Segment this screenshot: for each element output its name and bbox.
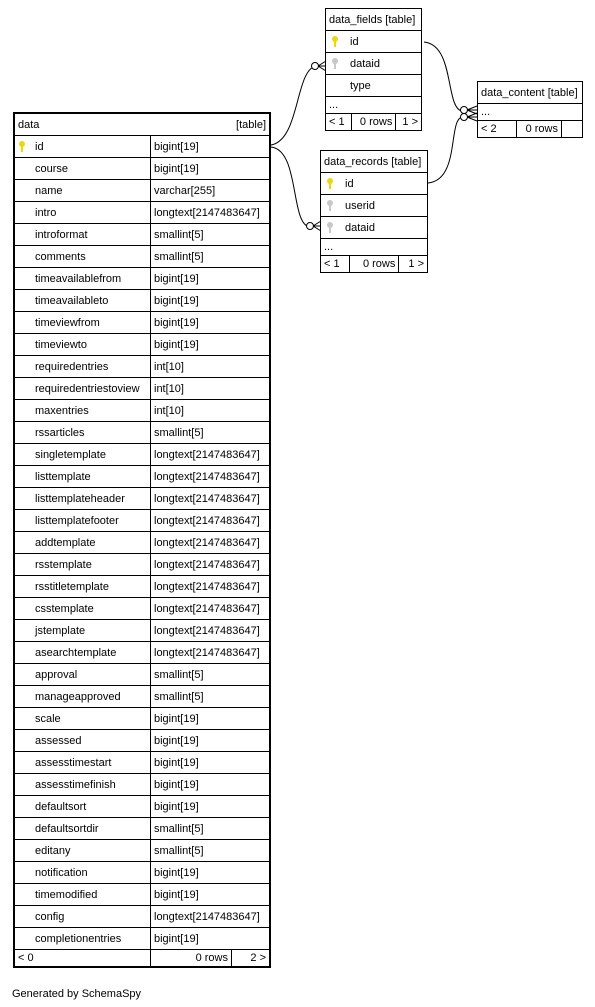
column-type: longtext[2147483647]	[151, 466, 271, 488]
column-name: rssarticles	[31, 422, 151, 444]
column-row[interactable]	[14, 708, 270, 730]
column-name: config	[31, 906, 151, 928]
column-name: listtemplateheader	[31, 488, 151, 510]
table-data-records[interactable]	[320, 150, 428, 273]
footer-parents[interactable]: < 1	[321, 256, 350, 273]
edge-data-content-optional-mark-1	[461, 107, 468, 114]
column-row[interactable]	[14, 576, 270, 598]
column-type: longtext[2147483647]	[151, 532, 271, 554]
column-row[interactable]	[14, 290, 270, 312]
table-header	[14, 113, 270, 136]
edge-data-content-crow-foot-1	[467, 106, 477, 114]
column-row[interactable]	[14, 642, 270, 664]
column-type: bigint[19]	[151, 928, 271, 950]
footer-row-count: 0 rows	[517, 121, 562, 138]
column-type: bigint[19]	[151, 884, 271, 906]
column-type: bigint[19]	[151, 796, 271, 818]
table-footer	[14, 950, 270, 968]
column-name: name	[31, 180, 151, 202]
column-type: smallint[5]	[151, 840, 271, 862]
table-footer	[478, 121, 583, 138]
column-row[interactable]	[14, 862, 270, 884]
footer-parents[interactable]: < 1	[326, 114, 352, 131]
foreign-key-icon	[327, 222, 333, 233]
column-name: rsstitletemplate	[31, 576, 151, 598]
column-name: jstemplate	[31, 620, 151, 642]
column-row[interactable]	[14, 444, 270, 466]
column-type: longtext[2147483647]	[151, 620, 271, 642]
column-name: assessed	[31, 730, 151, 752]
column-row[interactable]	[14, 246, 270, 268]
column-type: int[10]	[151, 356, 271, 378]
column-row[interactable]	[14, 180, 270, 202]
edge-data-records-optional-mark	[307, 223, 314, 230]
more-columns-row	[326, 97, 422, 114]
table-data-content[interactable]	[477, 81, 583, 138]
column-name: id	[31, 136, 151, 158]
column-type: longtext[2147483647]	[151, 510, 271, 532]
column-type: longtext[2147483647]	[151, 444, 271, 466]
column-row[interactable]	[14, 378, 270, 400]
table-footer	[326, 114, 422, 131]
column-row[interactable]	[14, 818, 270, 840]
column-row[interactable]	[14, 532, 270, 554]
table-header	[326, 9, 422, 31]
column-type: longtext[2147483647]	[151, 642, 271, 664]
column-type: longtext[2147483647]	[151, 576, 271, 598]
column-row[interactable]	[14, 928, 270, 950]
more-columns-row	[321, 239, 428, 256]
column-type: smallint[5]	[151, 664, 271, 686]
footer-parents[interactable]: < 2	[478, 121, 517, 138]
column-name: timeviewto	[31, 334, 151, 356]
column-row[interactable]	[14, 158, 270, 180]
column-type: smallint[5]	[151, 686, 271, 708]
column-name: timeavailablefrom	[31, 268, 151, 290]
table-data[interactable]	[13, 112, 271, 968]
column-name: scale	[31, 708, 151, 730]
foreign-key-icon	[332, 58, 338, 69]
table-name: data_records	[324, 155, 389, 168]
column-name: listtemplate	[31, 466, 151, 488]
more-columns-row	[478, 104, 583, 121]
column-name: addtemplate	[31, 532, 151, 554]
column-name: listtemplatefooter	[31, 510, 151, 532]
column-name: timeviewfrom	[31, 312, 151, 334]
column-type: int[10]	[151, 400, 271, 422]
column-row[interactable]	[321, 195, 428, 217]
table-tag: [table]	[391, 155, 422, 168]
column-row[interactable]	[14, 686, 270, 708]
edge-data-content-crow-foot-2	[467, 113, 477, 121]
table-name: data_content	[481, 86, 545, 99]
column-name: assesstimefinish	[31, 774, 151, 796]
column-type: longtext[2147483647]	[151, 488, 271, 510]
column-name: asearchtemplate	[31, 642, 151, 664]
column-type: int[10]	[151, 378, 271, 400]
column-row[interactable]	[326, 75, 422, 97]
table-tag: [table]	[151, 113, 271, 136]
column-name: course	[31, 158, 151, 180]
column-type: longtext[2147483647]	[151, 554, 271, 576]
more-columns: ...	[478, 104, 583, 121]
more-columns: ...	[326, 97, 422, 114]
column-type: bigint[19]	[151, 268, 271, 290]
column-name: manageapproved	[31, 686, 151, 708]
column-name: id	[350, 35, 359, 48]
column-type: bigint[19]	[151, 752, 271, 774]
table-footer	[321, 256, 428, 273]
column-name: approval	[31, 664, 151, 686]
column-row[interactable]	[326, 53, 422, 75]
column-type: bigint[19]	[151, 290, 271, 312]
column-row[interactable]	[14, 774, 270, 796]
column-type: bigint[19]	[151, 312, 271, 334]
column-name: singletemplate	[31, 444, 151, 466]
table-header	[478, 82, 583, 104]
column-type: smallint[5]	[151, 224, 271, 246]
column-name: id	[345, 177, 354, 190]
column-type: bigint[19]	[151, 158, 271, 180]
column-row[interactable]	[14, 620, 270, 642]
table-header	[321, 151, 428, 173]
column-row[interactable]	[326, 31, 422, 53]
column-name: notification	[31, 862, 151, 884]
column-row[interactable]	[14, 510, 270, 532]
column-type: smallint[5]	[151, 818, 271, 840]
column-type: longtext[2147483647]	[151, 906, 271, 928]
generated-by-note: Generated by SchemaSpy	[12, 988, 142, 1000]
column-row[interactable]	[14, 202, 270, 224]
more-columns: ...	[321, 239, 428, 256]
footer-row-count: 0 rows	[351, 114, 396, 131]
column-row[interactable]	[14, 488, 270, 510]
column-type: smallint[5]	[151, 246, 271, 268]
column-name: defaultsort	[31, 796, 151, 818]
edge-data-records-to-data-content	[428, 117, 462, 183]
footer-row-count: 0 rows	[349, 256, 399, 273]
footer-row-count: 0 rows	[151, 950, 232, 968]
primary-key-icon	[332, 36, 338, 47]
footer-children[interactable]: 2 >	[232, 950, 271, 968]
column-row[interactable]	[321, 173, 428, 195]
edge-data-to-data-records	[271, 147, 310, 227]
footer-children[interactable]	[562, 121, 583, 138]
column-row[interactable]	[14, 884, 270, 906]
column-name: intro	[31, 202, 151, 224]
edge-data-fields-optional-mark	[312, 63, 319, 70]
column-name: timeavailableto	[31, 290, 151, 312]
column-row[interactable]	[14, 664, 270, 686]
column-row[interactable]	[14, 554, 270, 576]
column-row[interactable]	[14, 422, 270, 444]
table-name: data	[14, 113, 151, 136]
column-name: csstemplate	[31, 598, 151, 620]
table-name: data_fields	[329, 13, 383, 26]
column-row[interactable]	[14, 840, 270, 862]
footer-children[interactable]: 1 >	[396, 114, 422, 131]
column-row[interactable]	[14, 752, 270, 774]
column-type: smallint[5]	[151, 422, 271, 444]
column-name: introformat	[31, 224, 151, 246]
column-row[interactable]	[14, 356, 270, 378]
column-name: editany	[31, 840, 151, 862]
column-name: dataid	[350, 57, 380, 70]
column-name: rsstemplate	[31, 554, 151, 576]
column-row[interactable]	[14, 400, 270, 422]
column-type: bigint[19]	[151, 708, 271, 730]
column-name: timemodified	[31, 884, 151, 906]
column-row[interactable]	[14, 598, 270, 620]
column-name: type	[350, 79, 371, 92]
table-data-fields[interactable]	[325, 8, 422, 131]
column-name: userid	[345, 199, 375, 212]
column-name: dataid	[345, 221, 375, 234]
column-row[interactable]	[14, 136, 270, 158]
column-type: longtext[2147483647]	[151, 202, 271, 224]
column-row[interactable]	[14, 334, 270, 356]
column-row[interactable]	[14, 906, 270, 928]
column-row[interactable]	[14, 466, 270, 488]
column-type: bigint[19]	[151, 774, 271, 796]
column-row[interactable]	[14, 268, 270, 290]
column-name: requiredentriestoview	[31, 378, 151, 400]
edge-data-fields-to-data-content	[424, 42, 462, 111]
primary-key-icon	[19, 141, 25, 152]
edge-data-to-data-fields	[271, 66, 316, 145]
column-row[interactable]	[14, 796, 270, 818]
table-tag: [table]	[385, 13, 416, 26]
column-row[interactable]	[14, 224, 270, 246]
column-name: assesstimestart	[31, 752, 151, 774]
table-tag: [table]	[547, 86, 578, 99]
column-type: bigint[19]	[151, 862, 271, 884]
column-row[interactable]	[14, 312, 270, 334]
column-row[interactable]	[14, 730, 270, 752]
column-type: bigint[19]	[151, 730, 271, 752]
edge-data-content-optional-mark-2	[461, 114, 468, 121]
column-type: bigint[19]	[151, 136, 271, 158]
column-name: completionentries	[31, 928, 151, 950]
column-name: comments	[31, 246, 151, 268]
column-name: requiredentries	[31, 356, 151, 378]
foreign-key-icon	[327, 200, 333, 211]
column-type: bigint[19]	[151, 334, 271, 356]
column-type: varchar[255]	[151, 180, 271, 202]
column-name: defaultsortdir	[31, 818, 151, 840]
primary-key-icon	[327, 178, 333, 189]
column-row[interactable]	[321, 217, 428, 239]
column-type: longtext[2147483647]	[151, 598, 271, 620]
column-name: maxentries	[31, 400, 151, 422]
footer-children[interactable]: 1 >	[399, 256, 428, 273]
footer-parents[interactable]: < 0	[14, 950, 151, 968]
